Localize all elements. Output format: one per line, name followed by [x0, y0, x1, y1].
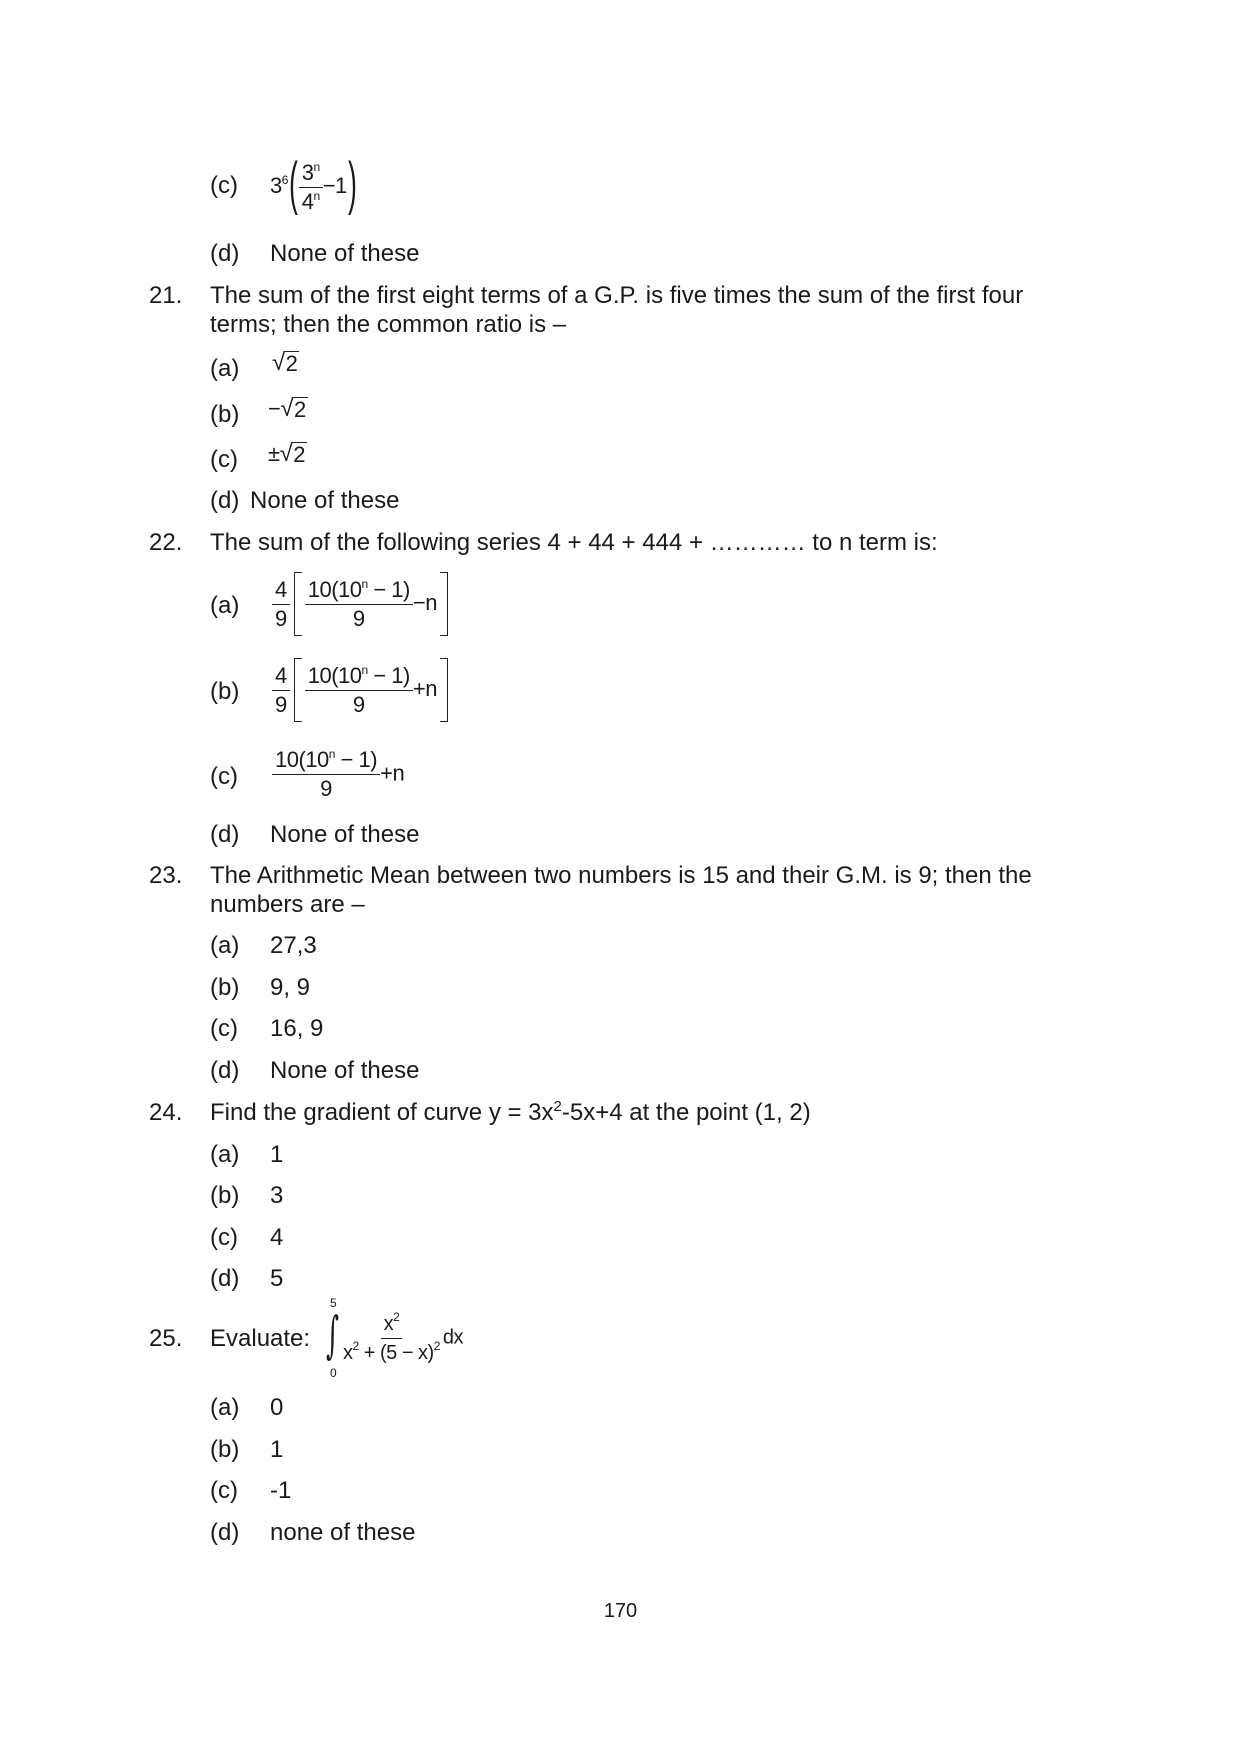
question-text: The sum of the following series 4 + 44 + 444 + ………… to n term is:: [210, 529, 938, 556]
question-text: The Arithmetic Mean between two numbers is 15 and their G.M. is 9; then the: [210, 862, 1032, 889]
option-label: (a): [210, 1141, 240, 1168]
option-math: $\frac{10(10^n - 1)}{9}$ +n: [272, 748, 404, 801]
option-label: (d): [210, 1057, 240, 1084]
option-label: (c): [210, 446, 238, 473]
option-math: ± √ 2: [268, 440, 305, 467]
option-label: (d): [210, 1519, 240, 1546]
option-label: (b): [210, 678, 240, 705]
option-text: 4: [270, 1224, 284, 1251]
question-number: 21.: [149, 282, 183, 309]
option-text: 16, 9: [270, 1015, 324, 1042]
option-label: (c): [210, 172, 238, 199]
option-label: (b): [210, 401, 240, 428]
option-label: (b): [210, 1436, 240, 1463]
question-number: 22.: [149, 529, 183, 556]
question-number: 23.: [149, 862, 183, 889]
option-math: $\frac{4}{9}$ $\frac{10(10^n - 1)}{9}$ −n: [272, 572, 448, 636]
page-number: 170: [603, 1600, 638, 1622]
option-text: none of these: [270, 1519, 416, 1546]
question-text: numbers are –: [210, 891, 365, 918]
option-math: $\frac{4}{9}$ $\frac{10(10^n - 1)}{9}$ +n: [272, 658, 448, 722]
option-label: (d): [210, 240, 240, 267]
option-label: (d): [210, 821, 240, 848]
option-label: (b): [210, 1182, 240, 1209]
option-math: − √ 2: [268, 395, 306, 422]
option-text: None of these: [250, 487, 400, 514]
option-text: None of these: [270, 821, 420, 848]
option-label: (c): [210, 1477, 238, 1504]
question-text: Evaluate:: [210, 1325, 311, 1352]
option-label: (a): [210, 1394, 240, 1421]
option-label: (a): [210, 932, 240, 959]
option-label: (c): [210, 1015, 238, 1042]
option-text: 0: [270, 1394, 284, 1421]
option-text: None of these: [270, 240, 420, 267]
option-label: (c): [210, 1224, 238, 1251]
option-label: (c): [210, 763, 238, 790]
option-label: (d): [210, 1265, 240, 1292]
option-label: (b): [210, 974, 240, 1001]
integral-expression: 5 ∫ 0 $\frac{x^2}{x^2 + (5 - x)^2}$ dx: [326, 1296, 464, 1380]
option-text: 1: [270, 1141, 284, 1168]
option-label: (a): [210, 592, 240, 619]
option-math-q20c: $3^6$( $\frac{3^n}{4^n}$ −1): [270, 151, 357, 216]
option-text: 3: [270, 1182, 284, 1209]
option-text: 1: [270, 1436, 284, 1463]
option-label: (d): [210, 487, 240, 514]
question-text: terms; then the common ratio is –: [210, 311, 567, 338]
option-label: (a): [210, 355, 240, 382]
option-math: √ 2: [272, 349, 298, 376]
option-text: 9, 9: [270, 974, 311, 1001]
question-text: The sum of the first eight terms of a G.P. is five times the sum of the first four: [210, 282, 1024, 309]
option-text: 5: [270, 1265, 284, 1292]
question-number: 25.: [149, 1325, 183, 1352]
option-text: 27,3: [270, 932, 317, 959]
question-text: Find the gradient of curve $y = 3x^2-5x+4$ at the point (1, 2): [210, 1098, 811, 1126]
option-text: None of these: [270, 1057, 420, 1084]
option-text: -1: [270, 1477, 292, 1504]
question-number: 24.: [149, 1099, 183, 1126]
